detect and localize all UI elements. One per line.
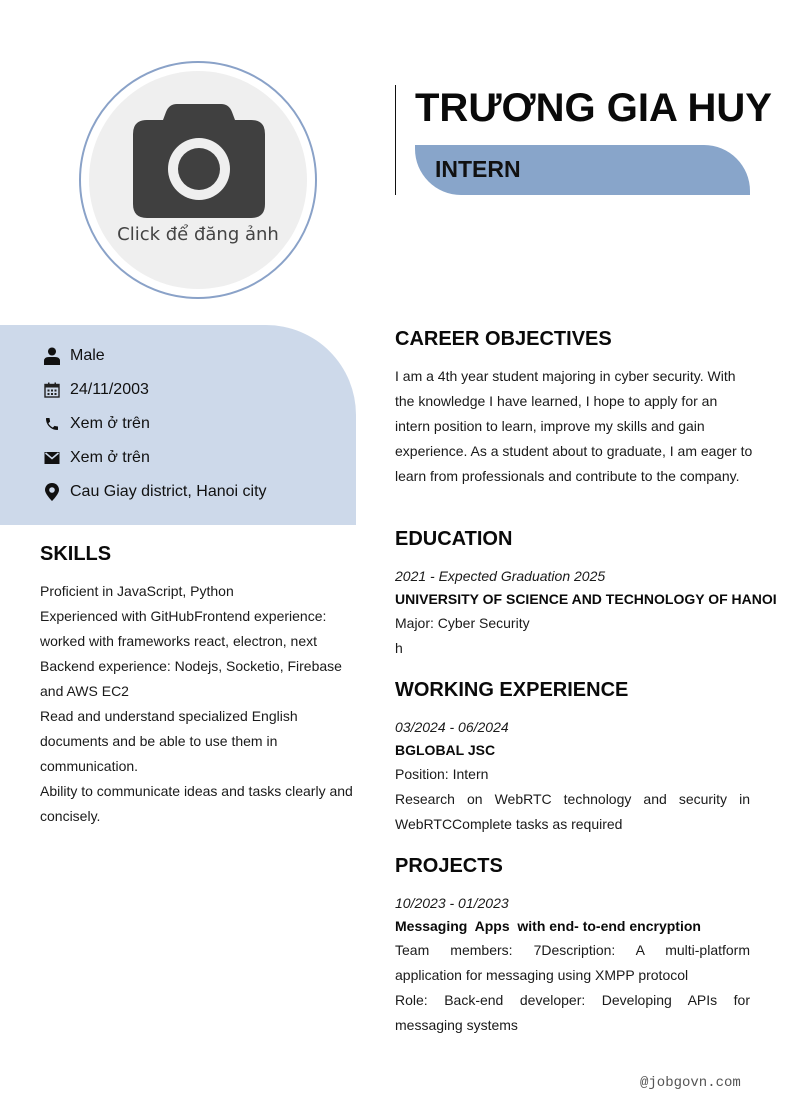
info-address: Cau Giay district, Hanoi city [42,481,267,503]
experience-heading: WORKING EXPERIENCE [395,679,629,701]
project-team: Team members: 7Description: A multi-platform application for messaging using XMPP protocol [395,942,750,983]
experience-entry [395,716,750,837]
email-icon [42,448,62,468]
position-title: INTERN [435,156,521,182]
education-school: UNIVERSITY OF SCIENCE AND TECHNOLOGY OF HANOI [395,591,777,607]
education-major: Major: Cyber Security [395,615,530,631]
project-role: Role: Back-end developer: Developing APIs for messaging systems [395,992,750,1033]
experience-position: Position: Intern [395,766,489,782]
experience-date: 03/2024 - 06/2024 [395,719,509,735]
project-entry [395,892,750,1038]
skill-item: Experienced with GitHubFrontend experience: worked with frameworks react, electron, next [40,608,327,649]
education-note: h [395,640,403,656]
skill-item: Ability to communicate ideas and tasks clearly and concisely. [40,783,353,824]
skill-item: Backend experience: Nodejs, Socketio, Firebase and AWS EC2 [40,658,342,699]
skill-item: Read and understand specialized English documents and be able to use them in communication. [40,708,298,774]
info-birthdate: 24/11/2003 [42,379,149,401]
skill-item: Proficient in JavaScript, Python [40,583,234,599]
position-band [415,145,750,195]
experience-description: Research on WebRTC technology and security in WebRTCComplete tasks as required [395,791,750,832]
info-email: Xem ở trên [42,447,150,469]
skills-heading: SKILLS [40,543,112,565]
skills-list [40,579,360,829]
location-pin-icon [42,482,62,502]
project-name: Messaging Apps with end- to-end encryption [395,918,701,934]
project-date: 10/2023 - 01/2023 [395,895,509,911]
person-icon [42,346,62,366]
experience-company: BGLOBAL JSC [395,742,496,758]
career-objectives-text: I am a 4th year student majoring in cyber security. With the knowledge I have learned, I hope to apply for an intern position to learn, improve my skills and gain experience. As a student about to graduate, I am eager to learn from professionals and contribute to the company. [395,368,753,484]
name-divider [395,85,396,195]
calendar-icon [42,380,62,400]
education-entry [395,565,777,661]
info-gender: Male [42,345,105,367]
phone-icon [42,414,62,434]
avatar-placeholder[interactable] [89,71,307,289]
candidate-name: TRƯƠNG GIA HUY [415,86,772,130]
career-objectives-heading: CAREER OBJECTIVES [395,328,612,350]
education-date: 2021 - Expected Graduation 2025 [395,568,606,584]
projects-heading: PROJECTS [395,855,503,877]
watermark: @jobgovn.com [640,1075,741,1091]
info-phone: Xem ở trên [42,413,150,435]
avatar-upload[interactable] [79,61,317,299]
education-heading: EDUCATION [395,528,513,550]
camera-icon [133,104,265,218]
upload-photo-caption: Click để đăng ảnh [117,224,279,245]
